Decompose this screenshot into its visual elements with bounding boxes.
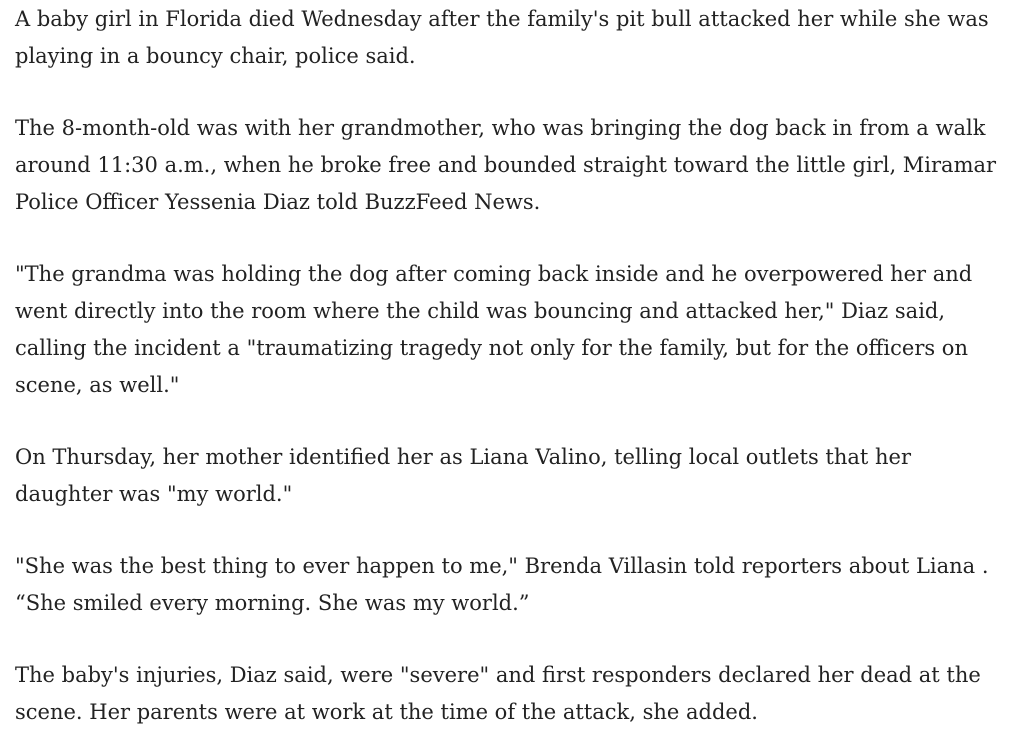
paragraph-gap	[15, 404, 1000, 439]
article-paragraph-3: "The grandma was holding the dog after coming back inside and he overpowered her and went directly into the room where the child was bouncing and attacked her," Diaz said, calling the incident a "traumatizing tragedy not only for the family, but for the officers on scene, as well."	[15, 262, 973, 397]
paragraph-gap	[15, 221, 1000, 256]
article-paragraph-2: The 8-month-old was with her grandmother, who was bringing the dog back in from a walk around 11:30 a.m., when he broke free and bounded straight toward the little girl, Miramar Police Officer Yessenia Diaz told BuzzFeed News.	[15, 116, 997, 214]
article-body	[0, 1, 1000, 731]
paragraph-gap	[15, 75, 1000, 110]
article-paragraph-6: The baby's injuries, Diaz said, were "severe" and first responders declared her dead at the scene. Her parents were at work at the time of the attack, she added.	[15, 663, 981, 724]
article-paragraph-4: On Thursday, her mother identified her as Liana Valino, telling local outlets that her daughter was "my world."	[15, 445, 911, 506]
paragraph-gap	[15, 513, 1000, 548]
article-paragraph-5: "She was the best thing to ever happen to me," Brenda Villasin told reporters about Liana . “She smiled every morning. She was my world.”	[15, 554, 989, 615]
paragraph-gap	[15, 622, 1000, 657]
article-paragraph-1: A baby girl in Florida died Wednesday after the family's pit bull attacked her while she was playing in a bouncy chair, police said.	[15, 7, 989, 68]
